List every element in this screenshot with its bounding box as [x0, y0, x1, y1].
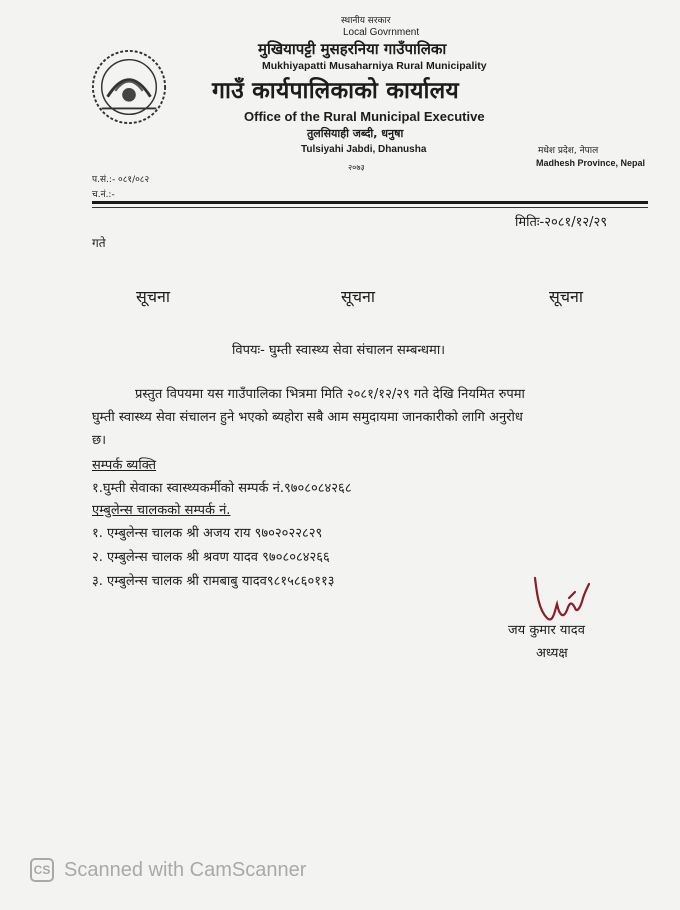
- ambulance-driver-2: २. एम्बुलेन्स चालक श्री श्रवण यादव ९७०८०८४२६६: [92, 550, 330, 565]
- municipality-name-np: मुखियापट्टी मुसहरनिया गाउँपालिका: [258, 40, 447, 58]
- dispatch-number: च.नं.:-: [92, 190, 115, 200]
- body-paragraph-line-1: प्रस्तुत विपयमा यस गाउँपालिका भित्रमा मिति २०८१/१२/२९ गते देखि नियमित रुपमा: [135, 387, 525, 402]
- body-paragraph-line-3: छ।: [92, 433, 107, 448]
- office-title-en: Office of the Rural Municipal Executive: [244, 109, 485, 124]
- salutation: गते: [92, 236, 106, 250]
- govt-label-en: Local Govrnment: [343, 27, 420, 38]
- municipality-emblem: [90, 48, 168, 126]
- contact-heading: सम्पर्क ब्यक्ति: [92, 458, 157, 473]
- body-paragraph-line-2: घुम्ती स्वास्थ्य सेवा संचालन हुने भएको ब्यहोरा सबै आम समुदायमा जानकारीको लागि अनुरोध: [92, 410, 523, 425]
- office-title-np: गाउँ कार्यपालिकाको कार्यालय: [212, 78, 459, 104]
- reference-number: प.सं.:- ०८१/०८२: [92, 175, 150, 185]
- govt-label-np: स्थानीय सरकार: [341, 16, 391, 26]
- notice-heading-right: सूचना: [549, 287, 584, 306]
- address-np: तुलसियाही जब्दी, धनुषा: [307, 127, 404, 140]
- contact-health-worker: १.घुम्ती सेवाका स्वास्थ्यकर्मीको सम्पर्क नं.९७०८०८४२६८: [92, 481, 352, 496]
- signatory-title: अध्यक्ष: [536, 646, 568, 661]
- notice-heading-left: सूचना: [136, 287, 171, 306]
- seal-year: २०७३: [348, 163, 365, 172]
- ambulance-heading: एम्बुलेन्स चालकको सम्पर्क नं.: [92, 503, 231, 518]
- province-np: मधेश प्रदेश, नेपाल: [538, 146, 599, 156]
- signatory-name: जय कुमार यादव: [508, 623, 585, 638]
- notice-heading-center: सूचना: [341, 287, 376, 306]
- province-en: Madhesh Province, Nepal: [536, 158, 646, 168]
- address-en: Tulsiyahi Jabdi, Dhanusha: [301, 144, 427, 155]
- camscanner-watermark: [30, 858, 306, 882]
- ambulance-driver-1: १. एम्बुलेन्स चालक श्री अजय राय ९७०२०२२८२९: [92, 526, 323, 541]
- header-rule-thin: [92, 207, 648, 208]
- camscanner-logo-icon: CS: [30, 858, 54, 882]
- ambulance-driver-3: ३. एम्बुलेन्स चालक श्री रामबाबु यादव९८१५८६०११३: [92, 574, 335, 589]
- camscanner-text: Scanned with CamScanner: [64, 858, 307, 881]
- letter-subject: विपयः- घुम्ती स्वास्थ्य सेवा संचालन सम्बन्धमा।: [232, 343, 446, 358]
- municipality-name-en: Mukhiyapatti Musaharniya Rural Municipality: [262, 60, 487, 72]
- header-rule-thick: [92, 201, 648, 204]
- letter-date: मितिः-२०८१/१२/२९: [515, 215, 608, 230]
